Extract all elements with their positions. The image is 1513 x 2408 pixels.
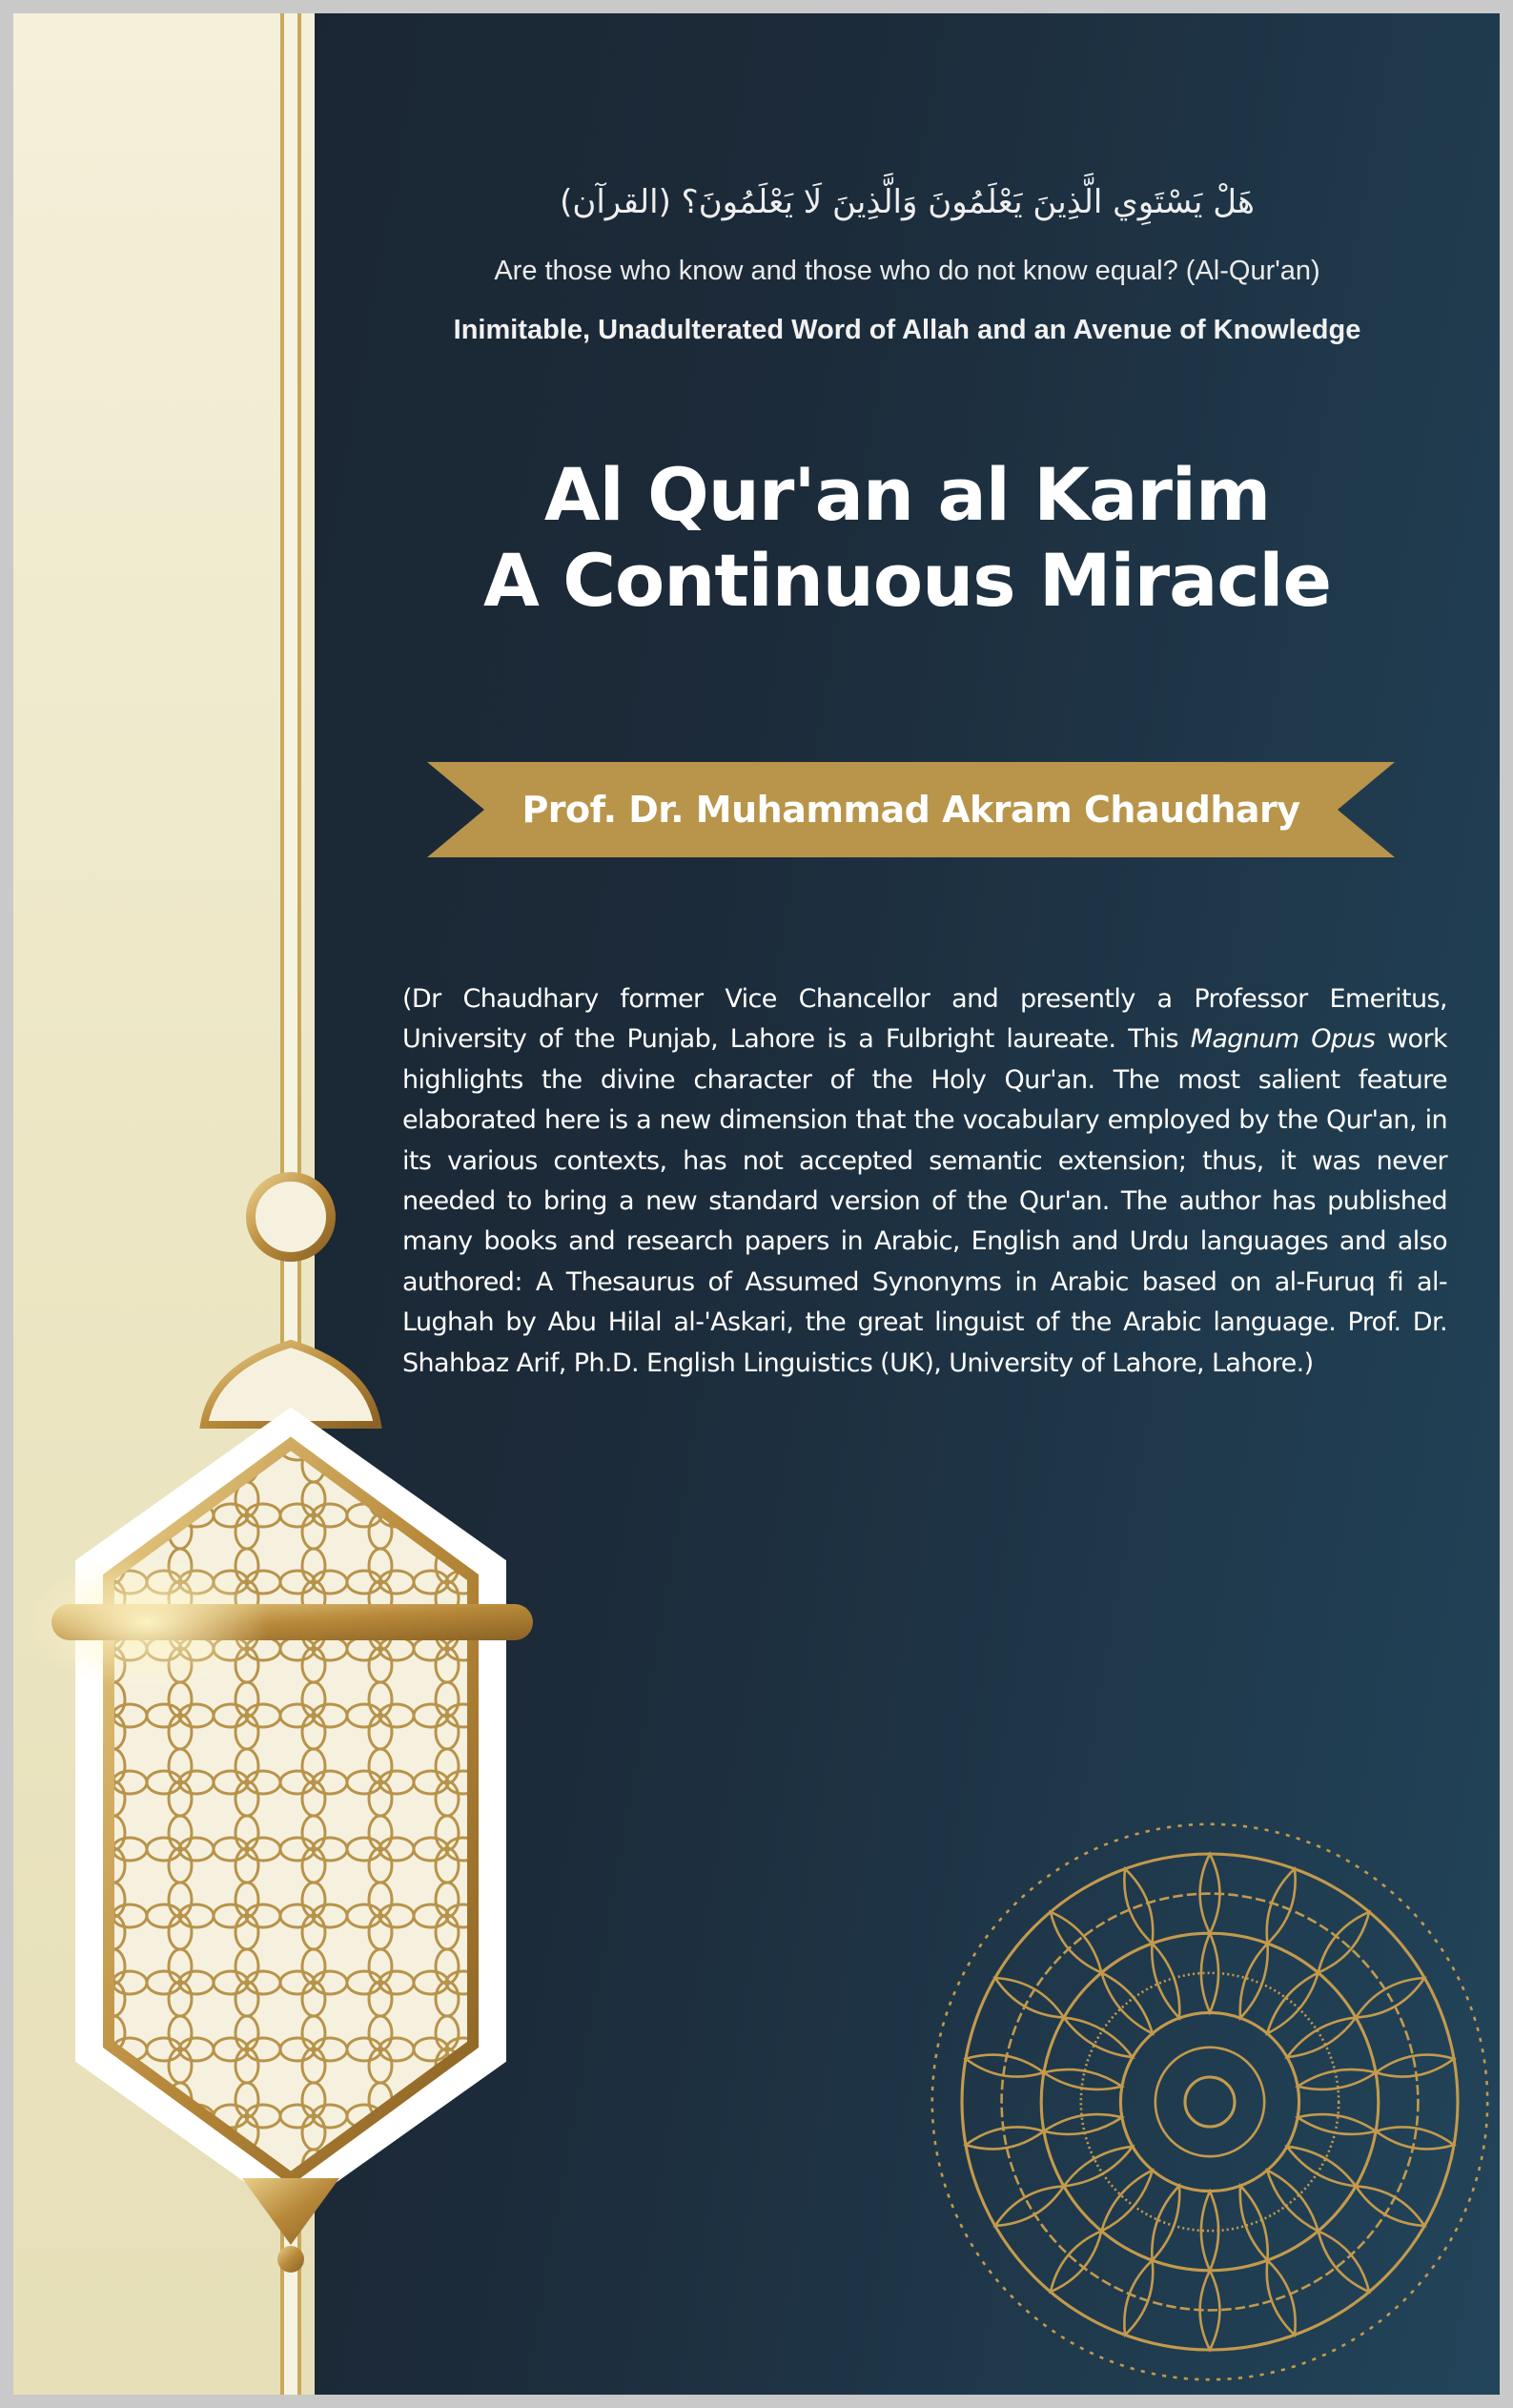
- blurb-text: (Dr Chaudhary former Vice Chancellor and presently a Professor Emeritus, University of the Punjab, Lahore is a Fulbright laureate. This: [402, 984, 1447, 1055]
- arabic-verse: هَلْ يَسْتَوِي الَّذِينَ يَعْلَمُونَ وَالَّذِينَ لَا يَعْلَمُونَ؟ (القرآن): [560, 183, 1255, 221]
- author-blurb: [402, 979, 1447, 1384]
- blurb-italic: Magnum Opus: [1190, 1024, 1376, 1055]
- title-line-1: Al Qur'an al Karim: [543, 452, 1271, 537]
- book-title: [315, 452, 1500, 624]
- blurb-text-cont: work highlights the divine character of the Holy Qur'an. The most salient feature elaborated here is a new dimension that the vocabulary employed by the Qur'an, in its various contexts, has not accepted semantic extension; thus, it was never needed to bring a new standard version of the Qur'an. The author has published many books and research papers in Arabic, English and Urdu languages and also authored: A Thesaurus of Assumed Synonyms in Arabic based on al-Furuq fi al-Lughah by Abu Hilal al-'Askari, the great linguist of the Arabic language. Prof. Dr. Shahbaz Arif, Ph.D. English Linguistics (UK), University of Lahore, Lahore.): [402, 1024, 1448, 1378]
- author-name: Prof. Dr. Muhammad Akram Chaudhary: [521, 789, 1300, 831]
- verse-translation: Are those who know and those who do not know equal? (Al-Qur'an): [494, 256, 1320, 286]
- mandala-ornament: [932, 1824, 1487, 2379]
- title-line-2: A Continuous Miracle: [482, 538, 1332, 623]
- subtitle: Inimitable, Unadulterated Word of Allah and an Avenue of Knowledge: [453, 315, 1361, 345]
- book-cover: [13, 13, 1500, 2395]
